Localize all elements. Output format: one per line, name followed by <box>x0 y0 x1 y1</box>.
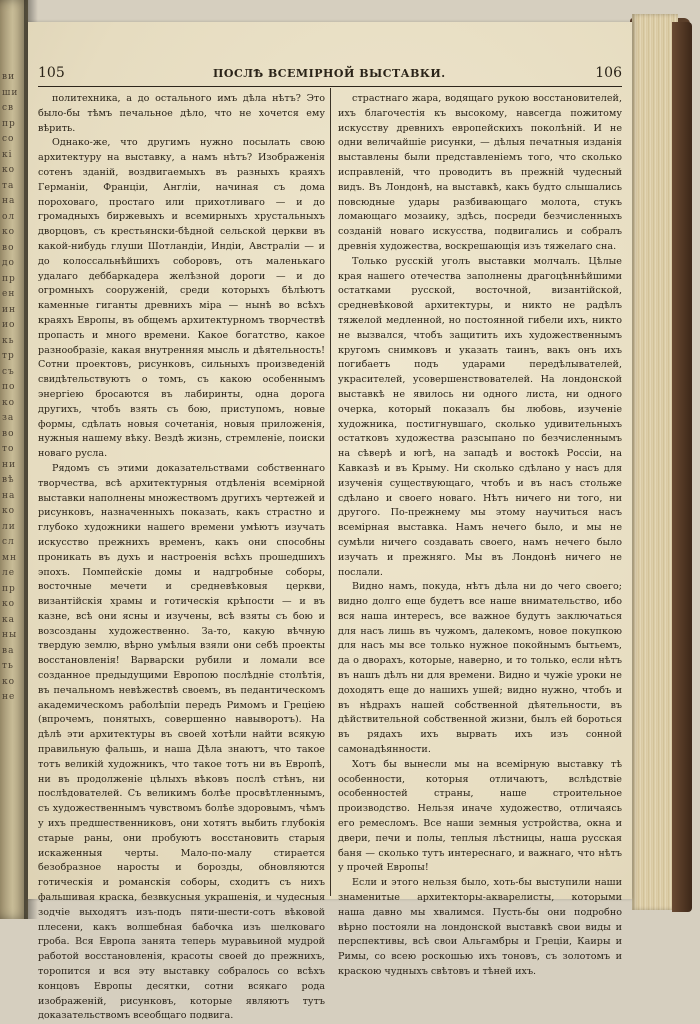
book-page <box>28 22 632 1022</box>
paragraph: Если и этого нельзя было, хоть-бы выступили наши знаменитые архитекторы-акварелисты, которыми наша давно мы хвалимся. Пусть-бы они подробно вѣрно постояли на лондонской выставкѣ свои виды и перспективы, всѣ свои Альгамбры и Греціи, Каиры и Римы, со всею роскошью ихъ тоновъ, съ золотомъ и краскою чудныхъ свѣтовъ и тѣней ихъ. <box>338 877 622 978</box>
page-number-left: 105 <box>38 65 65 81</box>
text-column-right <box>338 92 622 978</box>
text-column-left <box>38 92 325 1022</box>
facing-page-text: ви ши св пр со кі ко та на ол ко во до пр ен ин ио кь тр съ по ко за во то ни вѣ на ко ли сл мн ле пр ко ка ны ва ть ко не <box>2 72 19 702</box>
book-cover-spine <box>672 22 692 912</box>
paragraph: Однако-же, что другимъ нужно посылать свою архитектуру на выставку, а намъ нѣтъ? Изображенія сотенъ зданій, воздвигаемыхъ въ разныхъ краяхъ Германіи, Франціи, Англіи, начиная съ дома пороховаго, простаго или прихотливаго — и до громадныхъ биржевыхъ и всемирныхъ хрустальныхъ дворцовъ, съ крестьянски-бѣдной сельской церкви въ какой-нибудь глуши Шотландіи, Индіи, Австраліи — и до колоссальнѣйшихъ соборовъ, отъ маленькаго удалаго деббаркадера желѣзной дороги — и до огромныхъ сооруженій, среди которыхъ бѣлѣютъ каменные гиганты древнихъ міра — нынѣ во всѣхъ краяхъ Европы, въ общемъ архитектурномъ творчествѣ пропасть и много времени. Какое богатство, какое разнообразіе, какая внутренняя мысль и дѣятельность! Сотни проектовъ, рисунковъ, сильныхъ произведеній свидѣтельствуютъ о томъ, съ какою особеннымъ энергіею бросаются въ лабиринты, одна дорога другихъ, чтобъ взять съ бою, приступомъ, новые формы, сдѣлать новыя сочетанія, новыя приложенія, нужныя нашему вѣку. Вездѣ жизнь, стремленіе, поиски новаго русла. <box>38 137 325 460</box>
paragraph: политехника, а до остального имъ дѣла нѣтъ? Это было-бы тѣмъ печальное дѣло, что не хочется ему вѣрить. <box>38 93 325 134</box>
paragraph: страстнаго жара, водящаго рукою восстановителей, ихъ благочестія къ высокому, навсегда пожитому искусству древнихъ европейскихъ поколѣній. И не одни величайшіе рисунки, — дѣлыя печатныя изданія выставлены были представленіемъ того, что сколько исправленій, что проводитъ въ прежній чудесный видъ. Въ Лондонѣ, на выставкѣ, какъ будто слышались повсюдные удары разбивающаго молота, стукъ ломающаго мозаику, здѣсь, посреди безчисленныхъ созданій новаго искусства, подвигались и собралъ древнія художества, воскрешающія изъ тяжелаго сна. <box>338 93 622 252</box>
paragraph: Рядомъ съ этими доказательствами собственнаго творчества, всѣ архитектурныя отдѣленія всемірной выставки наполнены множествомъ другихъ чертежей и рисунковъ, назначенныхъ показать, какъ страстно и глубоко художники нашего времени умѣютъ изучать искусство прежнихъ временъ, какъ они способны проникать въ духъ и настроенія всѣхъ прошедшихъ эпохъ. Помпейскіе домы и надгробные соборы, восточные мечети и средневѣковыя церкви, византійскія храмы и готическія крѣпости — и въ казне, всѣ они ясны и изучены, всѣ взяты съ бою и возсозданы художественно. За-то, какую вѣчную твердую землю, вѣрно умѣлыя взяли они себѣ проекты восстановленія! Варварски рубили и ломали все созданное предыдущими Европою послѣдніе столѣтія, въ печальномъ невѣжествѣ своемъ, въ педантическомъ академическомъ раболѣпіи передъ Римомъ и Греціею (впрочемъ, понятыхъ, совершенно навыворотъ). На дѣлѣ эти архитектуры въ своей хотѣли найти всякую правильную фальшь, и наша Дѣла знаютъ, что такое тотъ великій художникъ, что такое тотъ ни въ Европѣ, ни въ продолженіе цѣлыхъ вѣковъ послѣ стѣнъ, ни послѣдователей. Съ великимъ болѣе просвѣтленнымъ, съ художественнымъ чувствомъ болѣе здоровымъ, чѣмъ у ихъ предшественниковъ, они хотятъ выбить глубокія старые раны, они пробуютъ восстановить старыя искаженныя черты. Мало-по-малу стирается безобразное наросты и борозды, обновляются готическія и романскія соборы, сходитъ съ нихъ фальшивая краска, безвкусныя украшенія, и чудесныя зодчіе выходятъ изъ-подъ пяти-шести-сотъ вѣковой плесени, какъ волшебная бабочка изъ шелковаго гроба. Вся Европа занята теперь муравьиной мудрой работой восстановленія, красоты своей до прежнихъ, торопится и вся эту выставку собралось со всѣхъ концовъ Европы десятки, сотни всякаго рода изображеній, рисунковъ, которые являютъ тутъ доказательствомъ всеобщаго подвига. <box>38 462 325 1022</box>
paragraph: Только русскій уголъ выставки молчалъ. Цѣлые края нашего отечества заполнены драгоцѣннѣйшими остатками русской, восточной, византійской, средневѣковой архитектуры, и никто не радѣлъ тяжелой медленной, но постоянной гибели ихъ, никто не вызвался, чтобъ защитить ихъ художественнымъ кругомъ снимковъ и указать таинъ, вакъ онъ ихъ погибаетъ подъ ударами передѣлывателей, украсителей, усовершенствователей. На лондонской выставкѣ не явилось ни одного листа, ни одного очерка, который показалъ бы любовь, изученіе художника, постигнувшаго, сколько удивительныхъ остатковъ художества разсыпано по безчисленнымъ на сѣверѣ и югѣ, на западѣ и востокѣ Россіи, на Кавказѣ и въ Крыму. Ни сколько сдѣлано у насъ для изученія существующаго, чтобъ и въ насъ стольже сдѣлано и своего новаго. Нѣтъ ничего ни того, ни другого. По-прежнему мы этому научиться насъ всемірная выставка. Намъ нечего было, и мы не сумѣли ничего создавать своего, намъ нечего было изучать и прежняго. Мы въ Лондонѣ ничего не послали. <box>338 255 622 578</box>
running-title: ПОСЛѢ ВСЕМІРНОЙ ВЫСТАВКИ. <box>213 67 446 80</box>
page-header <box>38 60 622 87</box>
page-number-right: 106 <box>595 65 622 81</box>
column-divider <box>330 88 331 896</box>
paragraph: Хотъ бы вынесли мы на всемірную выставку тѣ особенности, которыя отличаютъ, вслѣдствіе особенностей страны, наше строительное производство. Нельзя иначе художество, отличаясь его ремесломъ. Все наши земныя устройства, окна и двери, печи и полы, теплыя лѣстницы, наша русская баня — сколько тутъ интереснаго, и важнаго, что нѣтъ у прочей Европы! <box>338 758 622 874</box>
paragraph: Видно намъ, покуда, нѣтъ дѣла ни до чего своего; видно долго еще будетъ все наше внимательство, ибо вся наша интересъ, все важное будутъ заключаться для насъ лишь въ чужомъ, далекомъ, новое покупкою для насъ мы все только нужное покойнымъ бытьемъ, да о дворахъ, которые, наверно, и то только, если нѣтъ въ нашъ дѣлъ ни для времени. Видно и чужіе уроки не доходятъ еще до нашихъ ушей; видно нужно, чтобъ и въ нѣдрахъ нашей собственной дѣятельности, въ дѣйствительной собственной жизни, былъ ей бороться въ рядахъ ихъ вырвать ихъ изъ сонной самонадѣянности. <box>338 581 622 756</box>
